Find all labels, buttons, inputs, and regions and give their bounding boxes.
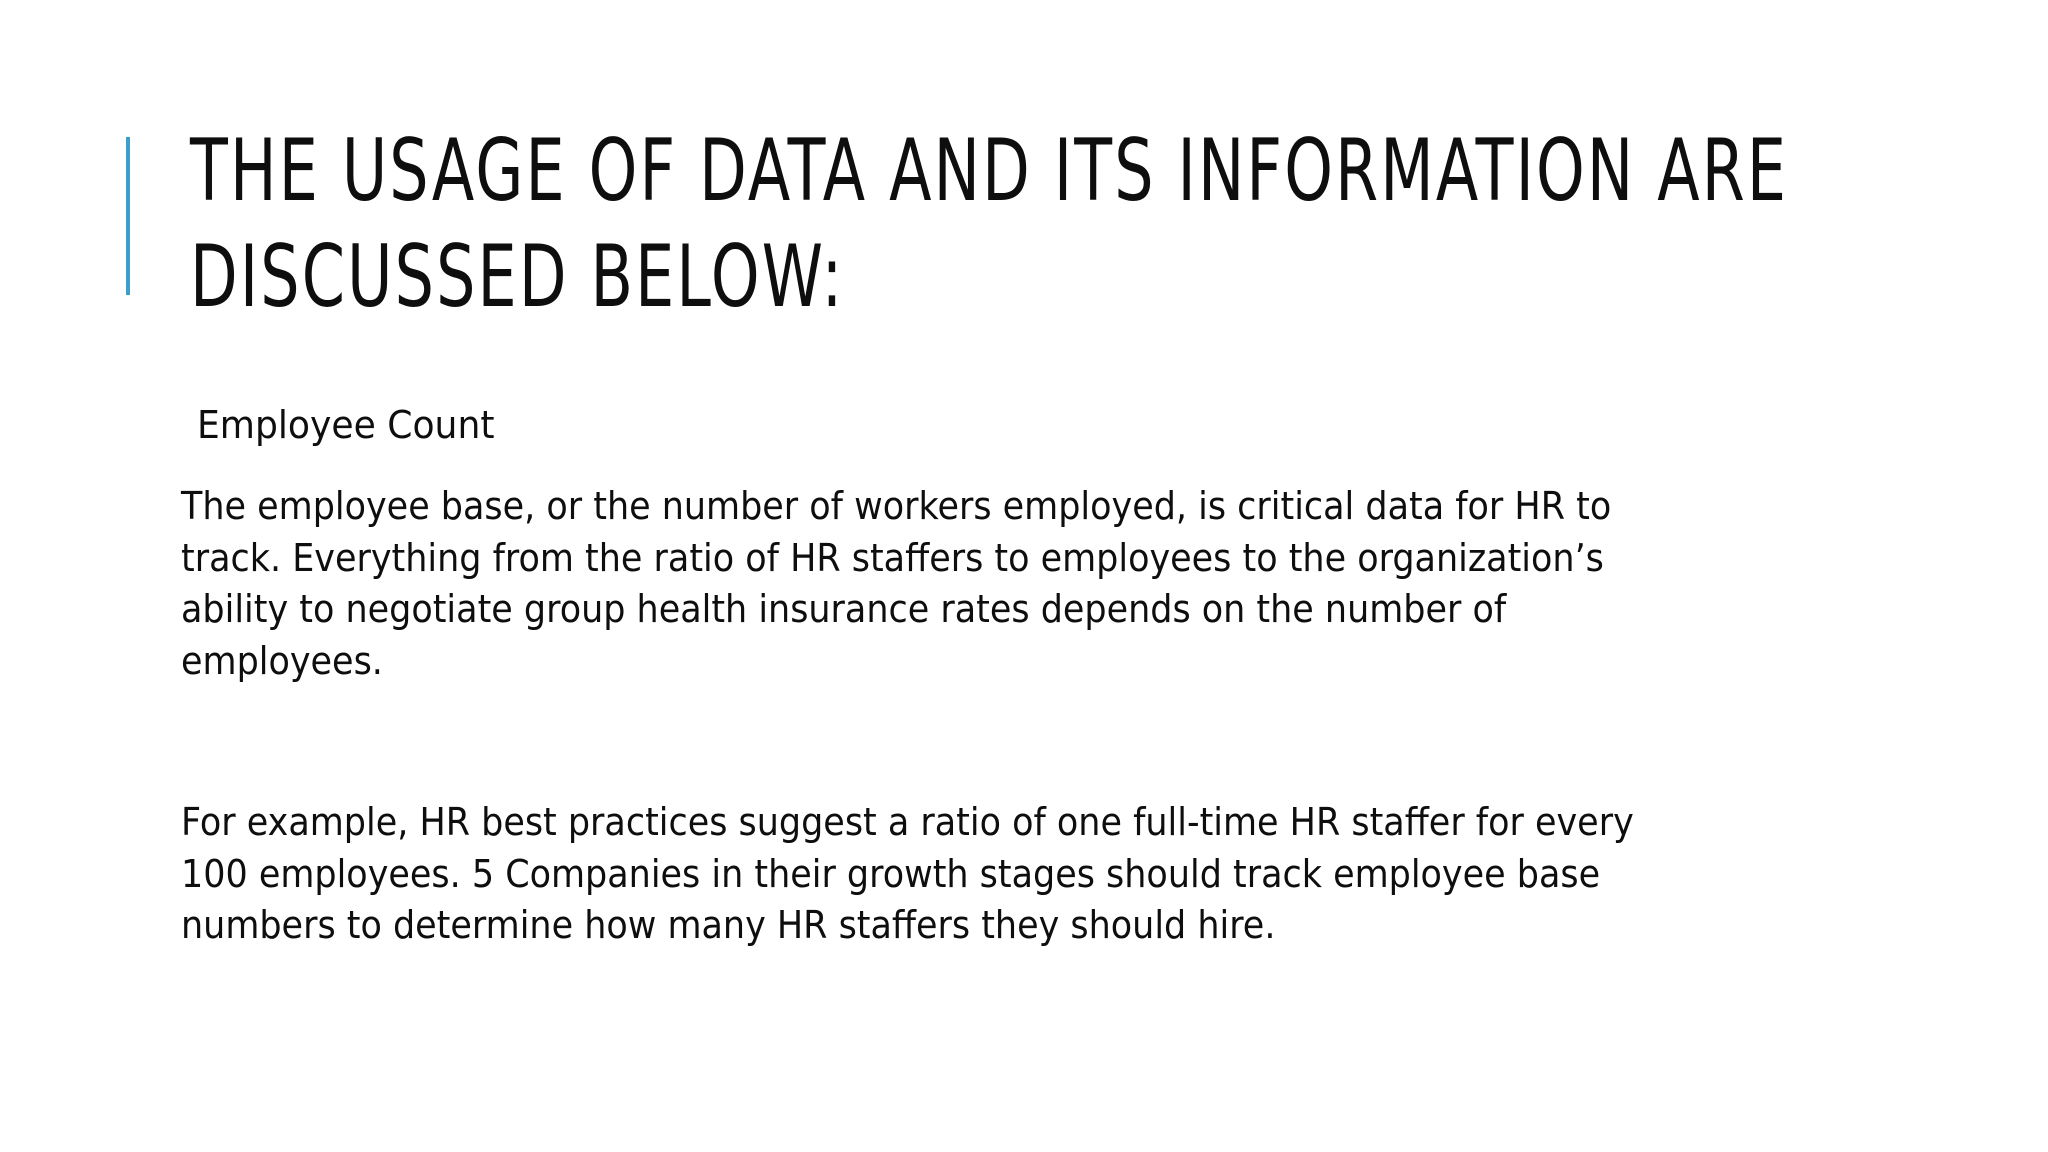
paragraph-line: The employee base, or the number of workers employed, is critical data for HR to [181,484,1612,528]
paragraph-line: numbers to determine how many HR staffers they should hire. [181,903,1276,947]
title-accent-bar [126,137,130,295]
paragraph-line: 100 employees. 5 Companies in their growth stages should track employee base [181,851,1601,896]
section-subheading: Employee Count [197,403,495,447]
body-paragraph-employee-base [181,481,1883,687]
paragraph-line: track. Everything from the ratio of HR staffers to employees to the organization’s [181,535,1604,580]
slide-title-line: DISCUSSED BELOW: [190,227,845,327]
slide-title-line: THE USAGE OF DATA AND ITS INFORMATION ARE [190,121,1789,221]
body-paragraph-example [181,797,1883,952]
paragraph-line: For example, HR best practices suggest a ratio of one full-time HR staffer for every [181,800,1634,844]
slide-title [190,118,1789,330]
paragraph-line: employees. [181,638,383,683]
paragraph-line: ability to negotiate group health insurance rates depends on the number of [181,587,1507,631]
